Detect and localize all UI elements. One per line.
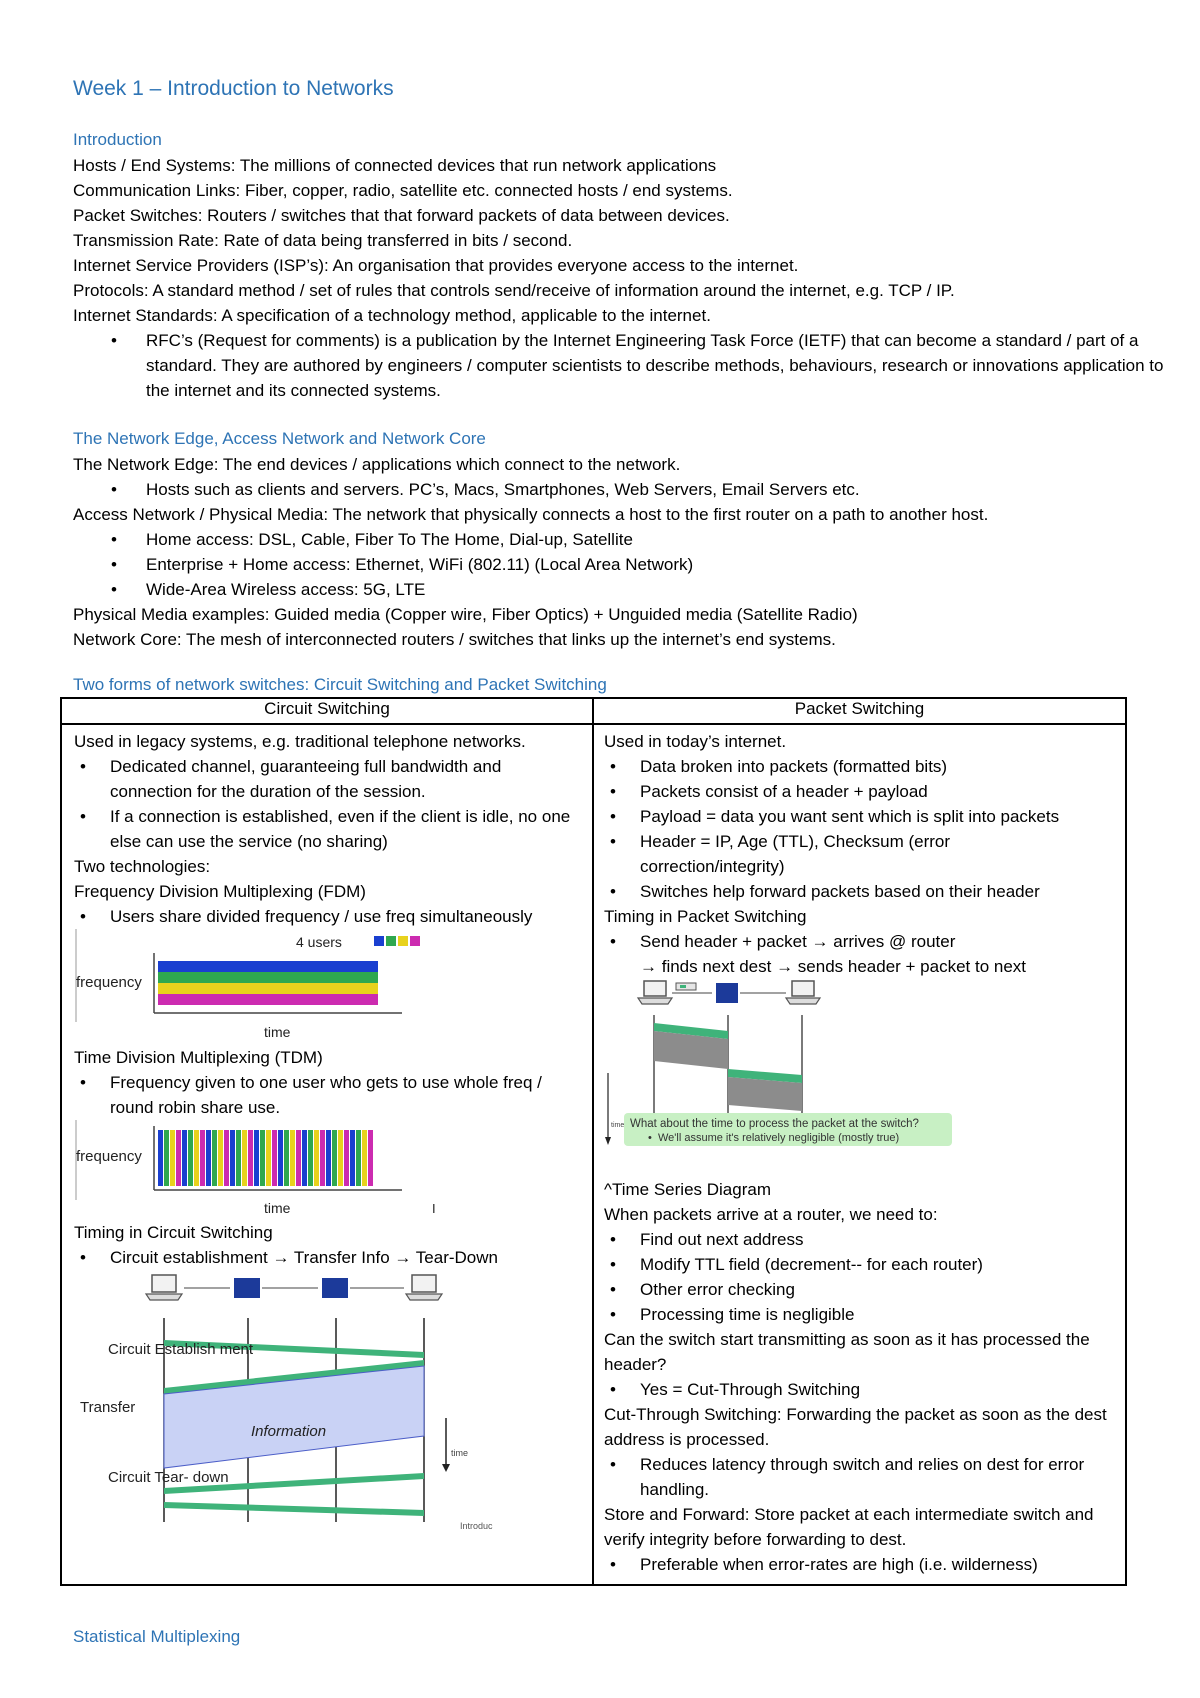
circuit-bullet-no-sharing: • If a connection is established, even if the client is idle, no one else can use the service (no sharing) (74, 804, 586, 854)
tdm-slot (248, 1130, 253, 1186)
tdm-slot (362, 1130, 367, 1186)
access-bullet-wireless: • Wide-Area Wireless access: 5G, LTE (73, 577, 1133, 602)
router-bullet-errors: • Other error checking (604, 1277, 1119, 1302)
fdm-band-1 (158, 961, 378, 972)
cut-through-answer: • Yes = Cut-Through Switching (604, 1377, 1119, 1402)
tdm-slot (344, 1130, 349, 1186)
router-intro: When packets arrive at a router, we need to: (604, 1205, 938, 1224)
links-line: Communication Links: Fiber, copper, radio, satellite etc. connected hosts / end systems. (73, 181, 733, 200)
switches-line: Packet Switches: Routers / switches that that forward packets of data between devices. (73, 206, 730, 225)
cut-through-definition: Cut-Through Switching: Forwarding the packet as soon as the dest address is processed. (604, 1405, 1107, 1449)
tdm-slot (200, 1130, 205, 1186)
fdm-legend-2 (386, 936, 396, 946)
diagram-caption: ^Time Series Diagram (604, 1180, 771, 1199)
fdm-x-label: time (264, 1024, 291, 1040)
tdm-slot (314, 1130, 319, 1186)
fdm-y-label: frequency (76, 974, 142, 991)
tdm-y-label: frequency (76, 1148, 142, 1165)
access-bullet-enterprise: • Enterprise + Home access: Ethernet, WiFi (802.11) (Local Area Network) (73, 552, 1133, 577)
tdm-slot (158, 1130, 163, 1186)
establish-label: Circuit Establish ment (108, 1341, 254, 1358)
introduction-heading: Introduction (73, 130, 162, 149)
tdm-slot (170, 1130, 175, 1186)
fdm-bullet: • Users share divided frequency / use freq simultaneously (74, 904, 586, 929)
switch-question: Can the switch start transmitting as soon as it has processed the header? (604, 1330, 1090, 1374)
tdm-slot (326, 1130, 331, 1186)
tdm-slot (236, 1130, 241, 1186)
fdm-band-3 (158, 983, 378, 994)
packet-timing-title: Timing in Packet Switching (604, 907, 807, 926)
tdm-slot (350, 1130, 355, 1186)
packet-timing-diagram (604, 979, 984, 1179)
fdm-legend-1 (374, 936, 384, 946)
tdm-slot (242, 1130, 247, 1186)
access-bullet-home: • Home access: DSL, Cable, Fiber To The Home, Dial-up, Satellite (73, 527, 1133, 552)
transfer-label: Transfer (80, 1399, 136, 1416)
tdm-slot (284, 1130, 289, 1186)
tdm-slot (368, 1130, 373, 1186)
router-bullet-ttl: • Modify TTL field (decrement-- for each router) (604, 1252, 1119, 1277)
router-bullet-processing: • Processing time is negligible (604, 1302, 1119, 1327)
switching-heading: Two forms of network switches: Circuit Switching and Packet Switching (73, 675, 607, 694)
laptop-icon (786, 981, 820, 1004)
time-arrow-head (442, 1464, 450, 1472)
protocols-line: Protocols: A standard method / set of rules that controls send/receive of information around the internet, e.g. TCP / IP. (73, 281, 955, 300)
tdm-x-label: time (264, 1200, 291, 1216)
network-edge-section (73, 428, 1133, 652)
switch-icon (716, 983, 738, 1003)
tdm-slot (206, 1130, 211, 1186)
tdm-slot (278, 1130, 283, 1186)
circuit-intro: Used in legacy systems, e.g. traditional telephone networks. (74, 732, 526, 751)
circuit-switching-cell (61, 724, 593, 1585)
store-forward-bullet: • Preferable when error-rates are high (i.e. wilderness) (604, 1552, 1119, 1577)
teardown-ack (164, 1502, 424, 1516)
fdm-diagram (74, 929, 454, 1045)
tdm-slot (218, 1130, 223, 1186)
store-forward-definition: Store and Forward: Store packet at each intermediate switch and verify integrity before forwarding to dest. (604, 1505, 1094, 1549)
circuit-switching-header: Circuit Switching (61, 698, 593, 724)
tdm-slot (254, 1130, 259, 1186)
information-transfer (164, 1366, 424, 1468)
teardown-label: Circuit Tear- down (108, 1469, 229, 1486)
packet-switching-header: Packet Switching (593, 698, 1126, 724)
time-label: time (611, 1122, 625, 1129)
switch-icon (234, 1278, 260, 1298)
introduction-section (73, 129, 1164, 403)
switch-icon (322, 1278, 348, 1298)
time-label: time (451, 1448, 469, 1458)
tdm-slot (266, 1130, 271, 1186)
network-core-line: Network Core: The mesh of interconnected routers / switches that links up the internet’s end systems. (73, 630, 836, 649)
tdm-slot (164, 1130, 169, 1186)
tdm-slot (176, 1130, 181, 1186)
tdm-slot (320, 1130, 325, 1186)
tdm-slot (212, 1130, 217, 1186)
tdm-slot (272, 1130, 277, 1186)
packet-timing-bullet-2: → finds next dest → sends header + packet to next (640, 957, 1027, 976)
physical-media-line: Physical Media examples: Guided media (Copper wire, Fiber Optics) + Unguided media (Satellite Radio) (73, 605, 858, 624)
circuit-timing-diagram (74, 1270, 494, 1538)
tdm-slot (308, 1130, 313, 1186)
text-cursor-mark: I (432, 1201, 436, 1216)
circuit-timing-bullet: • Circuit establishment → Transfer Info → Tear-Down (74, 1245, 586, 1270)
packet-timing-bullet-1: • Send header + packet → arrives @ router (604, 929, 1119, 954)
tdm-slot (332, 1130, 337, 1186)
fdm-title: Frequency Division Multiplexing (FDM) (74, 882, 366, 901)
tdm-slot (182, 1130, 187, 1186)
tdm-slot (188, 1130, 193, 1186)
fdm-band-4 (158, 994, 378, 1005)
edge-bullet: • Hosts such as clients and servers. PC’s, Macs, Smartphones, Web Servers, Email Servers etc. (73, 477, 1133, 502)
figure-credit: Introduc (460, 1521, 493, 1531)
tdm-slot (290, 1130, 295, 1186)
rate-line: Transmission Rate: Rate of data being transferred in bits / second. (73, 231, 573, 250)
note-bullet-dot: • (648, 1132, 652, 1144)
packet-switching-cell (593, 724, 1126, 1585)
fdm-band-2 (158, 972, 378, 983)
tdm-title: Time Division Multiplexing (TDM) (74, 1048, 323, 1067)
packet-bullet-header-payload: • Packets consist of a header + payload (604, 779, 1119, 804)
fdm-legend-4 (410, 936, 420, 946)
tdm-time-slots (158, 1130, 373, 1186)
packet-bullet-forward: • Switches help forward packets based on their header (604, 879, 1119, 904)
laptop-icon (146, 1275, 182, 1300)
laptop-icon (406, 1275, 442, 1300)
network-edge-heading: The Network Edge, Access Network and Network Core (73, 429, 486, 448)
rfc-bullet: • RFC’s (Request for comments) is a publication by the Internet Engineering Task Force (IETF) that can become a standard / part of a standard. They are authored by engineers / computer scientists to describe methods, behaviours, research or innovations application to the internet and its connected systems. (73, 328, 1186, 403)
tdm-slot (302, 1130, 307, 1186)
tdm-slot (230, 1130, 235, 1186)
router-bullet-address: • Find out next address (604, 1227, 1119, 1252)
tdm-slot (338, 1130, 343, 1186)
statistical-multiplexing-heading: Statistical Multiplexing (73, 1627, 241, 1646)
fdm-legend-3 (398, 936, 408, 946)
tdm-slot (194, 1130, 199, 1186)
packet-bullet-broken: • Data broken into packets (formatted bits) (604, 754, 1119, 779)
tdm-diagram (74, 1120, 454, 1220)
hosts-line: Hosts / End Systems: The millions of connected devices that run network applications (73, 156, 717, 175)
packet-intro: Used in today’s internet. (604, 732, 787, 751)
time-arrow-head (605, 1137, 611, 1145)
laptop-icon (638, 981, 672, 1004)
circuit-timing-title: Timing in Circuit Switching (74, 1223, 273, 1242)
isp-line: Internet Service Providers (ISP’s): An organisation that provides everyone access to the internet. (73, 256, 799, 275)
fdm-users-label: 4 users (296, 934, 342, 950)
edge-line: The Network Edge: The end devices / applications which connect to the network. (73, 455, 681, 474)
tdm-bullet: • Frequency given to one user who gets to use whole freq / round robin share use. (74, 1070, 586, 1120)
access-line: Access Network / Physical Media: The network that physically connects a host to the first router on a path to another host. (73, 505, 989, 524)
circuit-bullet-dedicated: • Dedicated channel, guaranteeing full bandwidth and connection for the duration of the session. (74, 754, 586, 804)
page-title: Week 1 – Introduction to Networks (73, 77, 394, 100)
information-label: Information (251, 1423, 327, 1440)
packet-bullet-header-fields: • Header = IP, Age (TTL), Checksum (error correction/integrity) (604, 829, 1119, 879)
note-question: What about the time to process the packet at the switch? (630, 1118, 919, 1130)
switching-comparison-table (60, 697, 1127, 1586)
note-answer: We'll assume it's relatively negligible (mostly true) (658, 1132, 900, 1144)
tdm-slot (356, 1130, 361, 1186)
tdm-slot (260, 1130, 265, 1186)
packet-header-icon (680, 985, 686, 988)
two-technologies-label: Two technologies: (74, 857, 211, 876)
standards-line: Internet Standards: A specification of a technology method, applicable to the internet. (73, 306, 711, 325)
tdm-slot (296, 1130, 301, 1186)
packet-bullet-payload: • Payload = data you want sent which is split into packets (604, 804, 1119, 829)
tdm-slot (224, 1130, 229, 1186)
cut-through-bullet: • Reduces latency through switch and relies on dest for error handling. (604, 1452, 1119, 1502)
